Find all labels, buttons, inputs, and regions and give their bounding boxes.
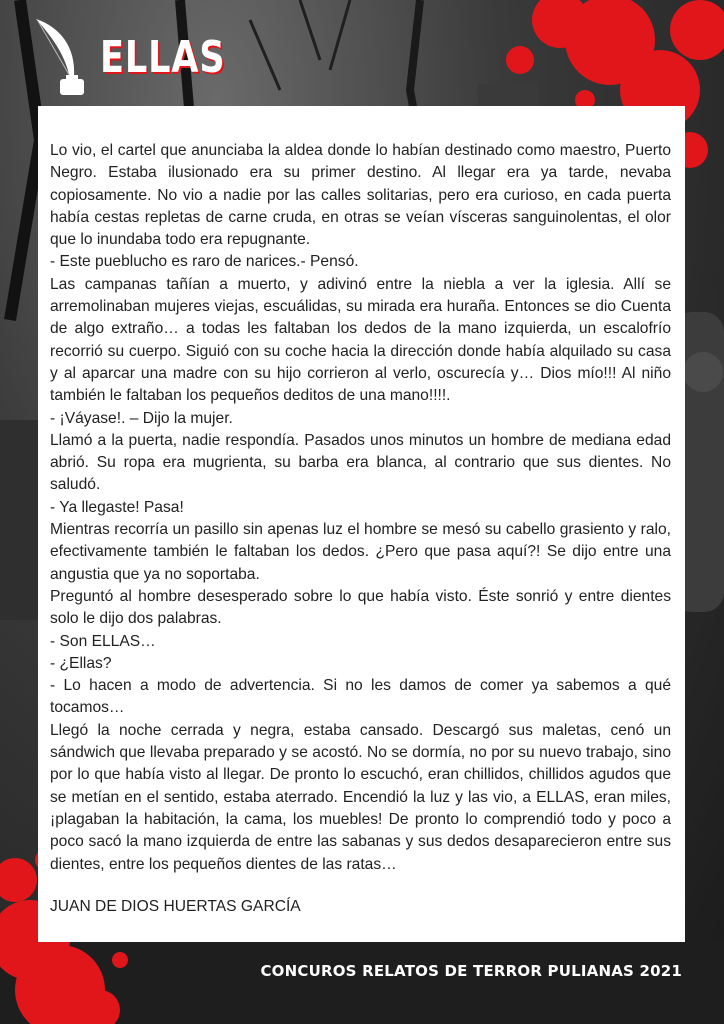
story-paragraph: - ¡Váyase!. – Dijo la mujer. bbox=[50, 409, 233, 427]
story-paragraph: - ¿Ellas? bbox=[50, 654, 112, 672]
story-paragraph: Llegó la noche cerrada y negra, estaba cansado. Descargó sus maletas, cenó un sándwich que llevaba preparado y se acostó. No se dormía, no por su nuevo trabajo, sino por lo que había visto al llegar. De pronto lo escuchó, eran chillidos, chillidos agudos que se metían en el sentido, estaba aterrado. Encendió la luz y las vio, a ELLAS, eran miles, ¡plagaban la habitación, la cama, los muebles! De pronto lo comprendió todo y poco a poco sacó la mano izquierda de entre las sabanas y sus dedos desaparecieron entre sus dientes, entre los pequeños dientes de las ratas… bbox=[50, 721, 671, 873]
story-paragraph: Llamó a la puerta, nadie respondía. Pasados unos minutos un hombre de mediana edad abrió. Su ropa era mugrienta, su barba era blanca, al contrario que sus dientes. No saludó. bbox=[50, 431, 671, 494]
story-text bbox=[50, 140, 671, 876]
author-name: JUAN DE DIOS HUERTAS GARCÍA bbox=[50, 897, 301, 915]
story-paragraph: - Ya llegaste! Pasa! bbox=[50, 498, 184, 516]
story-paragraph: Preguntó al hombre desesperado sobre lo que había visto. Éste sonrió y entre dientes solo le dijo dos palabras. bbox=[50, 587, 671, 628]
page-title: ELLAS bbox=[100, 31, 226, 83]
story-paragraph: - Son ELLAS… bbox=[50, 632, 156, 650]
story-paragraph: Lo vio, el cartel que anunciaba la aldea donde lo habían destinado como maestro, Puerto Negro. Estaba ilusionado era su primer destino. Al llegar era ya tarde, nevaba copiosamente. No vio a nadie por las calles solitarias, pero era curioso, en cada puerta había cestas repletas de carne cruda, en otras se veían vísceras sanguinolentas, el olor que lo inundaba todo era repugnante. bbox=[50, 142, 671, 249]
contest-footer: CONCUROS RELATOS DE TERROR PULIANAS 2021 bbox=[260, 962, 682, 980]
quill-inkwell-icon bbox=[30, 17, 90, 97]
story-paragraph: - Lo hacen a modo de advertencia. Si no les damos de comer ya sabemos a qué tocamos… bbox=[50, 677, 671, 717]
story-paragraph: Las campanas tañían a muerto, y adivinó entre la niebla a ver la iglesia. Allí se arremolinaban mujeres viejas, escuálidas, su mirada era huraña. Entonces se dio Cuenta de algo extraño… a todas les faltaban los dedos de la mano izquierda, un escalofrío recorrió su cuerpo. Siguió con su coche hacia la dirección donde había alquilado su casa y al aparcar una madre con su hijo corrieron al verlo, oscurecía y… Dios mío!!! Al niño también le faltaban los pequeños deditos de una mano!!!!. bbox=[50, 275, 671, 405]
story-card bbox=[38, 106, 685, 942]
story-paragraph: Mientras recorría un pasillo sin apenas luz el hombre se mesó su cabello grasiento y ralo, efectivamente también le faltaban los dedos. ¿Pero que pasa aquí?! Se dijo entre una angustia que ya no soportaba. bbox=[50, 521, 671, 583]
header bbox=[30, 14, 330, 100]
story-paragraph: - Este pueblucho es raro de narices.- Pensó. bbox=[50, 253, 359, 271]
